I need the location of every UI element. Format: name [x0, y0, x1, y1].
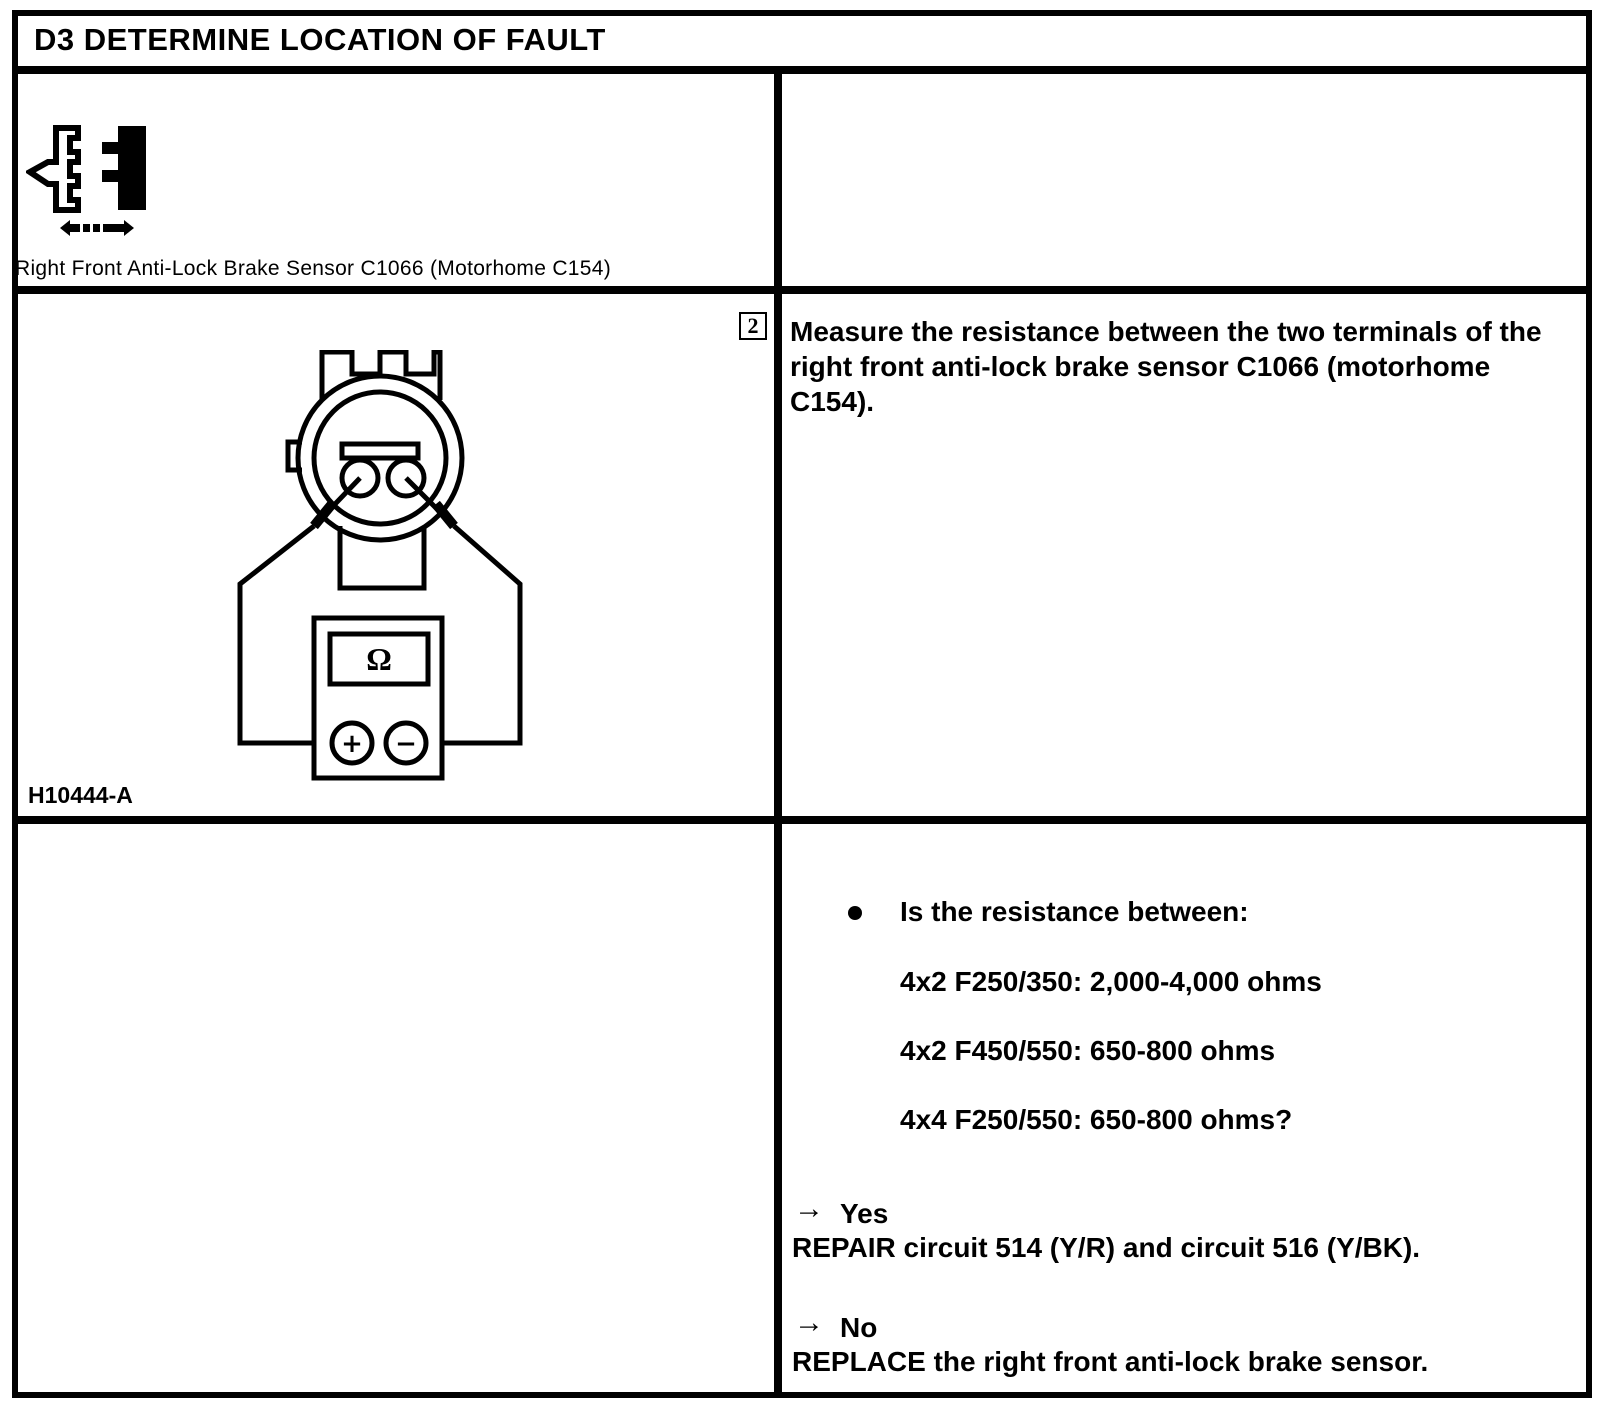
connector-caption: Right Front Anti-Lock Brake Sensor C1066 (Motorhome C154)	[15, 257, 612, 280]
yes-arrow-icon: →	[794, 1192, 824, 1225]
resistance-measurement-diagram	[230, 350, 550, 800]
spec-line: 4x4 F250/550: 650-800 ohms?	[900, 1104, 1293, 1135]
step-number-badge: 2	[739, 312, 767, 340]
spec-line: 4x2 F250/350: 2,000-4,000 ohms	[900, 966, 1322, 997]
divider-column	[774, 66, 782, 1398]
page-title: D3 DETERMINE LOCATION OF FAULT	[34, 22, 606, 57]
plus-terminal-icon: +	[341, 729, 363, 759]
divider-row1	[12, 286, 1592, 294]
divider-header	[12, 66, 1592, 74]
no-arrow-icon: →	[794, 1306, 824, 1339]
figure-id: H10444-A	[28, 782, 133, 808]
bullet-icon	[848, 906, 862, 920]
minus-terminal-icon: −	[395, 729, 417, 759]
ohm-symbol: Ω	[366, 641, 392, 677]
no-action: REPLACE the right front anti-lock brake sensor.	[792, 1346, 1429, 1377]
yes-action: REPAIR circuit 514 (Y/R) and circuit 516 (Y/BK).	[792, 1232, 1421, 1263]
connector-disconnect-icon	[26, 124, 156, 244]
sensor-connector-shape	[288, 352, 462, 588]
no-label: No	[840, 1312, 878, 1343]
spec-line: 4x2 F450/550: 650-800 ohms	[900, 1035, 1276, 1066]
yes-label: Yes	[840, 1198, 889, 1229]
step-instruction: Measure the resistance between the two terminals of the right front anti-lock brake sensor C1066 (motorhome C154).	[790, 316, 1542, 417]
question-lead: Is the resistance between:	[900, 896, 1249, 927]
divider-row2	[12, 816, 1592, 824]
